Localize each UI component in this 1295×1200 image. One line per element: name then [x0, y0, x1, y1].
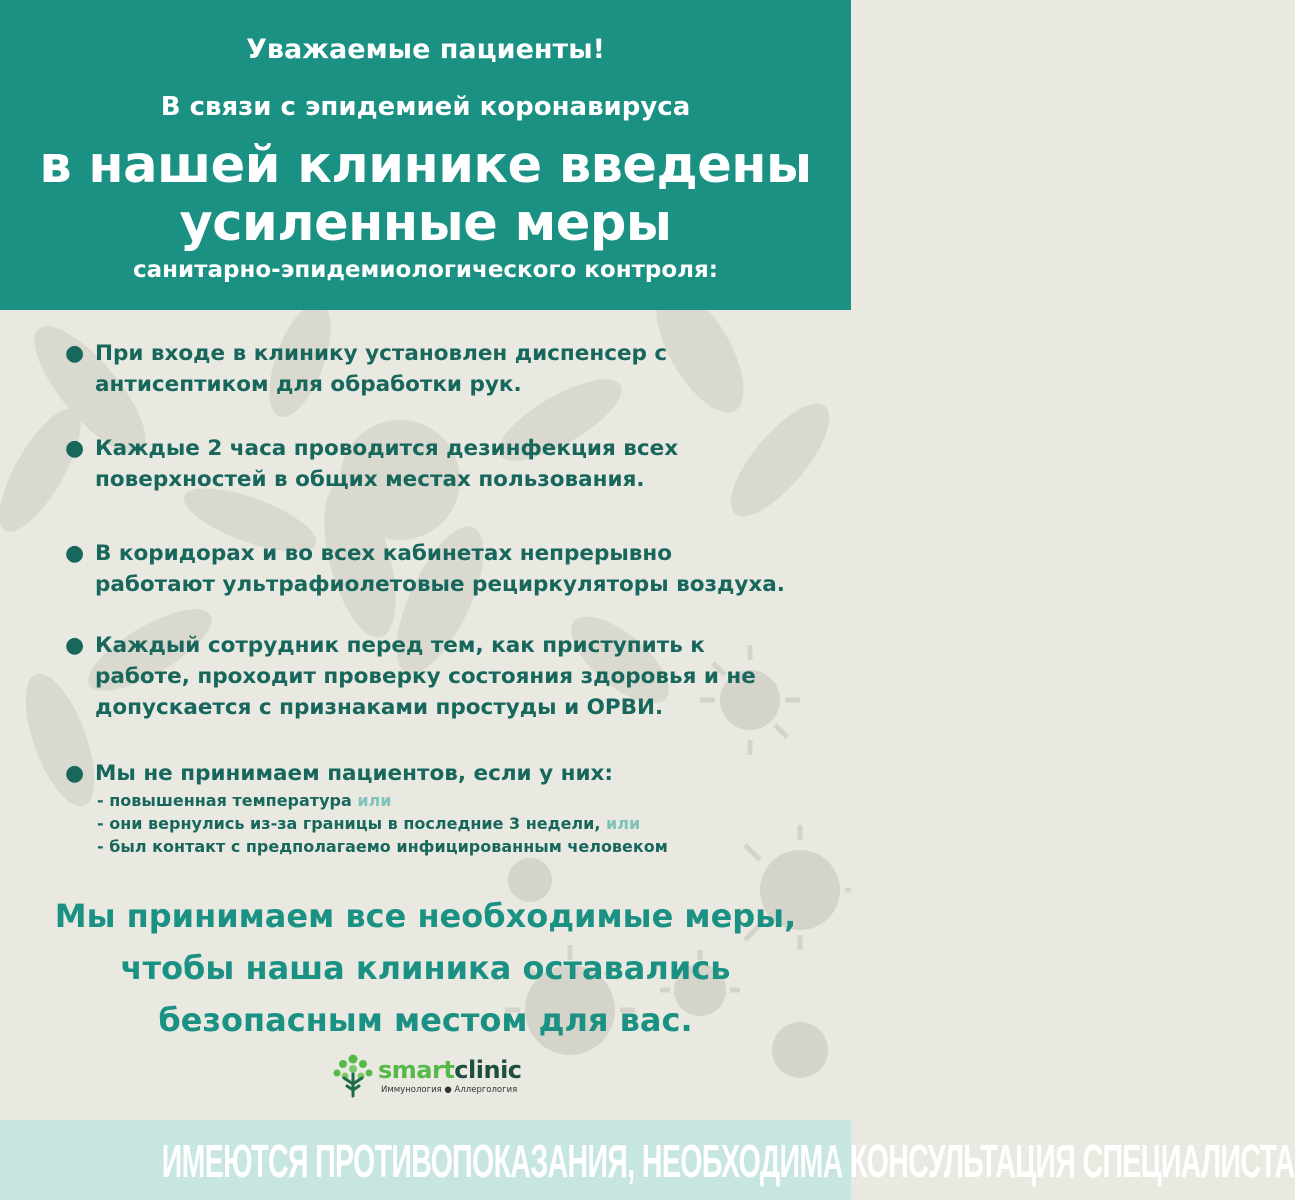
intro-text: В связи с эпидемией коронавируса — [160, 92, 691, 122]
headline-line-2: усиленные меры — [179, 194, 672, 253]
brand-tagline: Иммунология ● Аллергология — [381, 1085, 518, 1095]
closing-line-1: Мы принимаем все необходимые меры, — [54, 897, 797, 935]
bullet-icon: ● — [65, 541, 85, 566]
closing-line-2: чтобы наша клиника оставались — [120, 949, 731, 987]
bullet-icon: ● — [65, 341, 85, 366]
brand-name: smartclinic — [378, 1056, 522, 1084]
footer-banner — [0, 1120, 1295, 1200]
bullet-icon: ● — [65, 633, 85, 658]
condition-item: - был контакт с предполагаемо инфицированным человеком — [97, 837, 668, 856]
refusal-title: Мы не принимаем пациентов, если у них: — [95, 761, 613, 786]
brand-logo — [332, 1052, 522, 1100]
greeting: Уважаемые пациенты! — [246, 34, 605, 65]
footer-warning: ИМЕЮТСЯ ПРОТИВОПОКАЗАНИЯ, НЕОБХОДИМА КОНСУЛЬТАЦИЯ СПЕЦИАЛИСТА — [161, 1135, 1295, 1187]
condition-item: - повышенная температура или — [97, 791, 392, 810]
headline-line-3: санитарно-эпидемиологического контроля: — [133, 257, 718, 283]
bullet-icon: ● — [65, 436, 85, 461]
condition-item: - они вернулись из-за границы в последние 3 недели, или — [97, 814, 641, 833]
closing-line-3: безопасным местом для вас. — [158, 1001, 693, 1039]
headline-line-1: в нашей клинике введены — [39, 136, 812, 195]
header-banner — [0, 0, 851, 310]
bullet-icon: ● — [65, 761, 85, 786]
tree-icon — [332, 1052, 374, 1098]
